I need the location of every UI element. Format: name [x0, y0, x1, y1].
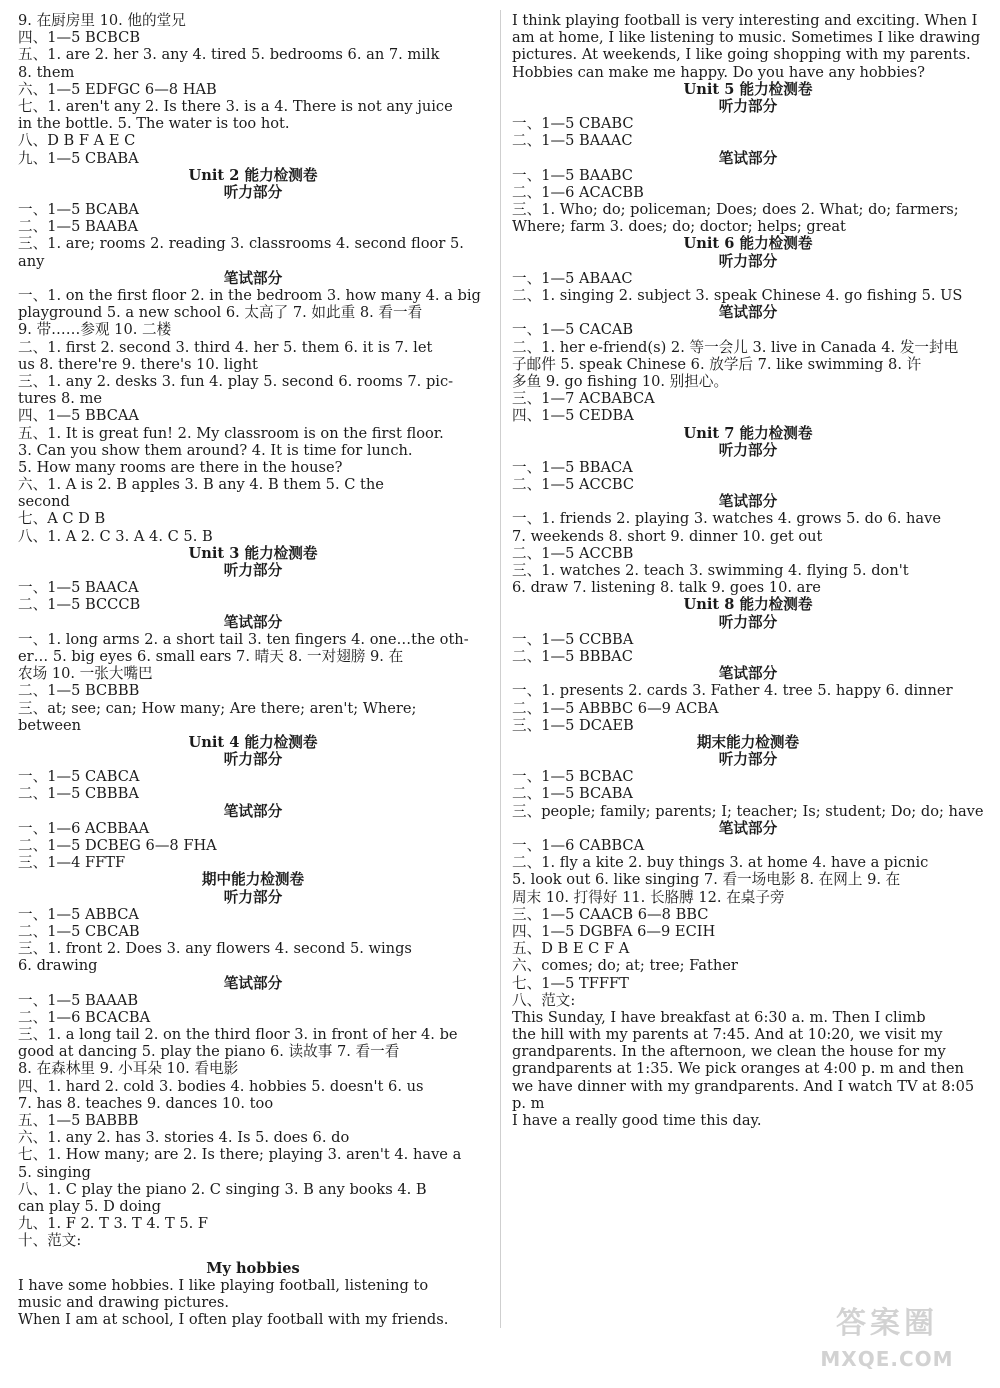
answer-line: 一、1—6 ACBBAA: [18, 819, 150, 837]
answer-line: 三、1—7 ACBABCA: [512, 390, 655, 408]
answer-line: 6. drawing: [18, 957, 98, 975]
section-heading: 笔试部分: [223, 974, 283, 992]
answer-line: 8. 在森林里 9. 小耳朵 10. 看电影: [18, 1060, 239, 1078]
section-heading: 笔试部分: [223, 802, 283, 820]
answer-line: 五、1. It is great fun! 2. My classroom is on the first floor.: [18, 424, 444, 442]
answer-line: 二、1—5 ACCBB: [512, 544, 634, 562]
answer-line: 二、1—6 BCACBA: [18, 1008, 151, 1026]
watermark-url: MXQE.COM: [820, 1347, 954, 1371]
answer-line: 四、1—5 BBCAA: [18, 407, 139, 425]
answer-line: 七、A C D B: [18, 510, 106, 528]
answer-line: pictures. At weekends, I like going shopping with my parents.: [512, 46, 971, 64]
section-heading: 期中能力检测卷: [201, 871, 305, 889]
answer-line: tures 8. me: [18, 390, 103, 408]
answer-line: p. m: [512, 1094, 545, 1112]
answer-line: 四、1—5 DGBFA 6—9 ECIH: [512, 922, 716, 940]
answer-line: 一、1—5 BBACA: [512, 458, 633, 476]
answer-line: 七、1. How many; are 2. Is there; playing 3. aren't 4. have a: [18, 1146, 462, 1164]
answer-line: 六、1. A is 2. B apples 3. B any 4. B them 5. C the: [18, 476, 384, 494]
answer-line: 5. singing: [18, 1163, 91, 1181]
answer-line: 一、1—5 BAACA: [18, 579, 139, 597]
section-heading: 听力部分: [223, 751, 283, 769]
answer-line: This Sunday, I have breakfast at 6:30 a. m. Then I climb: [512, 1008, 926, 1026]
answer-line: 二、1. fly a kite 2. buy things 3. at home 4. have a picnic: [512, 854, 929, 872]
answer-line: 四、1. hard 2. cold 3. bodies 4. hobbies 5. doesn't 6. us: [18, 1077, 424, 1095]
answer-line: 6. draw 7. listening 8. talk 9. goes 10. are: [512, 579, 821, 597]
answer-line: 一、1—5 CACAB: [512, 321, 634, 339]
section-heading: 笔试部分: [718, 665, 778, 683]
answer-line: 二、1—5 ACCBC: [512, 476, 635, 494]
answer-line: can play 5. D doing: [18, 1197, 161, 1215]
answer-line: 二、1—5 BCBBB: [18, 682, 140, 700]
section-heading: 听力部分: [718, 751, 778, 769]
answer-line: 5. How many rooms are there in the house?: [18, 458, 343, 476]
answer-line: good at dancing 5. play the piano 6. 读故事 7. 看一看: [18, 1043, 400, 1061]
answer-line: 7. weekends 8. short 9. dinner 10. get out: [512, 527, 823, 545]
answer-line: 一、1—5 BAABC: [512, 166, 633, 184]
answer-line: 周末 10. 打得好 11. 长胳膊 12. 在桌子旁: [512, 888, 785, 906]
left-column: [18, 12, 488, 1328]
answer-line: 一、1—5 BCBAC: [512, 768, 634, 786]
section-heading: 笔试部分: [718, 304, 778, 322]
essay-line: When I am at school, I often play football with my friends.: [18, 1311, 449, 1329]
right-column: [512, 12, 984, 1129]
answer-line: 四、1—5 CEDBA: [512, 407, 634, 425]
answer-line: 三、1. Who; do; policeman; Does; does 2. What; do; farmers;: [512, 201, 959, 219]
answer-line: 八、D B F A E C: [18, 132, 136, 150]
answer-line: er… 5. big eyes 6. small ears 7. 晴天 8. 一对翅膀 9. 在: [18, 647, 404, 665]
section-heading: 笔试部分: [718, 493, 778, 511]
section-heading: 听力部分: [223, 888, 283, 906]
answer-line: grandparents at 1:35. We pick oranges at 4:00 p. m and then: [512, 1060, 964, 1078]
watermark-logo: [782, 1302, 992, 1382]
answer-line: 二、1. singing 2. subject 3. speak Chinese 4. go fishing 5. US: [512, 287, 963, 304]
answer-line: 一、1—5 ABAAC: [512, 269, 633, 287]
answer-line: 七、1—5 TFFFT: [512, 974, 629, 992]
answer-line: 三、1—4 FFTF: [18, 854, 126, 872]
answer-line: 一、1—5 CABCA: [18, 768, 140, 786]
answer-line: 一、1. friends 2. playing 3. watches 4. grows 5. do 6. have: [512, 510, 941, 528]
answer-line: us 8. there're 9. there's 10. light: [18, 355, 258, 373]
answer-line: am at home, I like listening to music. Sometimes I like drawing: [512, 29, 981, 47]
section-heading: Unit 5 能力检测卷: [683, 80, 813, 98]
answer-line: 三、1. any 2. desks 3. fun 4. play 5. second 6. rooms 7. pic-: [18, 372, 454, 390]
answer-line: second: [18, 493, 70, 511]
answer-line: 农场 10. 一张大嘴巴: [18, 665, 153, 683]
answer-line: 八、1. C play the piano 2. C singing 3. B any books 4. B: [18, 1180, 427, 1198]
answer-line: 一、1—5 CBABC: [512, 115, 634, 133]
answer-line: 9. 在厨房里 10. 他的堂兄: [18, 12, 186, 29]
answer-line: 一、1. on the first floor 2. in the bedroom 3. how many 4. a big: [18, 287, 481, 304]
answer-line: 六、1—5 EDFGC 6—8 HAB: [18, 80, 217, 98]
essay-line: I have some hobbies. I like playing football, listening to: [18, 1276, 429, 1294]
answer-line: 三、1—5 DCAEB: [512, 716, 634, 734]
answer-line: Hobbies can make me happy. Do you have any hobbies?: [512, 63, 925, 81]
answer-line: 二、1—5 CBBBA: [18, 785, 139, 803]
answer-line: 八、范文:: [512, 991, 576, 1009]
answer-line: between: [18, 716, 82, 734]
answer-line: 二、1. her e-friend(s) 2. 等一会儿 3. live in Canada 4. 发一封电: [512, 338, 959, 356]
answer-line: we have dinner with my grandparents. And I watch TV at 8:05: [512, 1077, 975, 1095]
answer-line: 三、1. front 2. Does 3. any flowers 4. second 5. wings: [18, 940, 412, 958]
section-heading: 听力部分: [223, 562, 283, 579]
answer-line: 一、1—5 BCABA: [18, 201, 139, 219]
section-heading: Unit 3 能力检测卷: [188, 544, 318, 562]
answer-line: grandparents. In the afternoon, we clean the house for my: [512, 1043, 946, 1061]
answer-line: 三、1. watches 2. teach 3. swimming 4. flying 5. don't: [512, 562, 909, 579]
answer-line: 二、1. first 2. second 3. third 4. her 5. them 6. it is 7. let: [18, 338, 433, 356]
column-divider: [500, 10, 501, 1328]
answer-line: 三、1. a long tail 2. on the third floor 3. in front of her 4. be: [18, 1026, 458, 1044]
answer-line: 7. has 8. teaches 9. dances 10. too: [18, 1094, 274, 1112]
answer-line: 二、1—5 BAABA: [18, 218, 139, 236]
section-heading: Unit 2 能力检测卷: [188, 166, 318, 184]
answer-line: 3. Can you show them around? 4. It is time for lunch.: [18, 441, 413, 459]
section-heading: 笔试部分: [223, 269, 283, 287]
answer-line: 5. look out 6. like singing 7. 看一场电影 8. 在网上 9. 在: [512, 871, 901, 889]
answer-line: 二、1—5 BCABA: [512, 785, 633, 803]
essay-body: [18, 1277, 488, 1329]
answer-line: 一、1. long arms 2. a short tail 3. ten fingers 4. one…the oth-: [18, 630, 469, 648]
answer-line: 九、1—5 CBABA: [18, 149, 139, 167]
section-heading: 听力部分: [718, 441, 778, 459]
answer-line: 二、1—6 ACACBB: [512, 183, 644, 201]
answer-line: 三、1—5 CAACB 6—8 BBC: [512, 905, 709, 923]
section-heading: 听力部分: [718, 252, 778, 270]
left-answer-lines: [18, 12, 488, 1250]
answer-line: any: [18, 252, 45, 270]
section-heading: Unit 7 能力检测卷: [683, 424, 813, 442]
answer-line: 六、1. any 2. has 3. stories 4. Is 5. does 6. do: [18, 1129, 350, 1147]
answer-line: playground 5. a new school 6. 太高了 7. 如此重 8. 看一看: [18, 304, 423, 322]
answer-line: 二、1—5 DCBEG 6—8 FHA: [18, 837, 217, 854]
answer-line: 二、1—5 BCCCB: [18, 596, 141, 614]
section-heading: 听力部分: [718, 613, 778, 631]
essay-title: My hobbies: [206, 1259, 300, 1277]
section-heading: 笔试部分: [223, 613, 283, 631]
answer-line: 六、comes; do; at; tree; Father: [512, 957, 738, 975]
answer-line: 一、1—5 ABBCA: [18, 905, 139, 923]
answer-line: 八、1. A 2. C 3. A 4. C 5. B: [18, 527, 213, 545]
answer-line: 一、1. presents 2. cards 3. Father 4. tree 5. happy 6. dinner: [512, 682, 953, 700]
answer-line: 四、1—5 BCBCB: [18, 29, 141, 47]
section-heading: Unit 8 能力检测卷: [683, 596, 813, 614]
answer-line: 三、people; family; parents; I; teacher; Is; student; Do; do; have: [512, 802, 984, 820]
answer-line: 8. them: [18, 63, 75, 81]
section-heading: Unit 4 能力检测卷: [188, 733, 318, 751]
answer-line: 子邮件 5. speak Chinese 6. 放学后 7. like swimming 8. 许: [512, 355, 922, 373]
answer-line: 五、1—5 BABBB: [18, 1112, 139, 1129]
answer-line: 七、1. aren't any 2. Is there 3. is a 4. There is not any juice: [18, 97, 453, 115]
section-heading: 听力部分: [718, 97, 778, 115]
answer-line: in the bottle. 5. The water is too hot.: [18, 115, 290, 133]
answer-line: the hill with my parents at 7:45. And at 10:20, we visit my: [512, 1026, 943, 1044]
answer-line: 九、1. F 2. T 3. T 4. T 5. F: [18, 1215, 209, 1233]
answer-line: 五、D B E C F A: [512, 940, 630, 958]
answer-line: I think playing football is very interesting and exciting. When I: [512, 12, 978, 29]
answer-line: Where; farm 3. does; do; doctor; helps; great: [512, 218, 846, 236]
answer-line: 多鱼 9. go fishing 10. 别担心。: [512, 372, 729, 390]
answer-line: 三、at; see; can; How many; Are there; aren't; Where;: [18, 699, 417, 717]
answer-line: I have a really good time this day.: [512, 1112, 762, 1129]
answer-line: 三、1. are; rooms 2. reading 3. classrooms 4. second floor 5.: [18, 235, 464, 253]
section-heading: 听力部分: [223, 183, 283, 201]
section-heading: 笔试部分: [718, 819, 778, 837]
answer-line: 二、1—5 CBCAB: [18, 922, 140, 940]
answer-line: 一、1—6 CABBCA: [512, 837, 645, 854]
essay-line: music and drawing pictures.: [18, 1293, 230, 1311]
answer-line: 五、1. are 2. her 3. any 4. tired 5. bedrooms 6. an 7. milk: [18, 46, 440, 64]
answer-line: 十、范文:: [18, 1232, 82, 1250]
answer-line: 二、1—5 BBBAC: [512, 647, 633, 665]
right-answer-lines: [512, 12, 984, 1129]
answer-line: 一、1—5 BAAAB: [18, 991, 139, 1009]
section-heading: 笔试部分: [718, 149, 778, 167]
answer-line: 二、1—5 BAAAC: [512, 132, 633, 150]
watermark-brand: 答案圈: [836, 1306, 938, 1341]
answer-line: 一、1—5 CCBBA: [512, 630, 634, 648]
answer-line: 二、1—5 ABBBC 6—9 ACBA: [512, 699, 719, 717]
section-heading: Unit 6 能力检测卷: [683, 235, 813, 253]
answer-line: 9. 带……参观 10. 二楼: [18, 321, 172, 339]
section-heading: 期末能力检测卷: [696, 733, 800, 751]
